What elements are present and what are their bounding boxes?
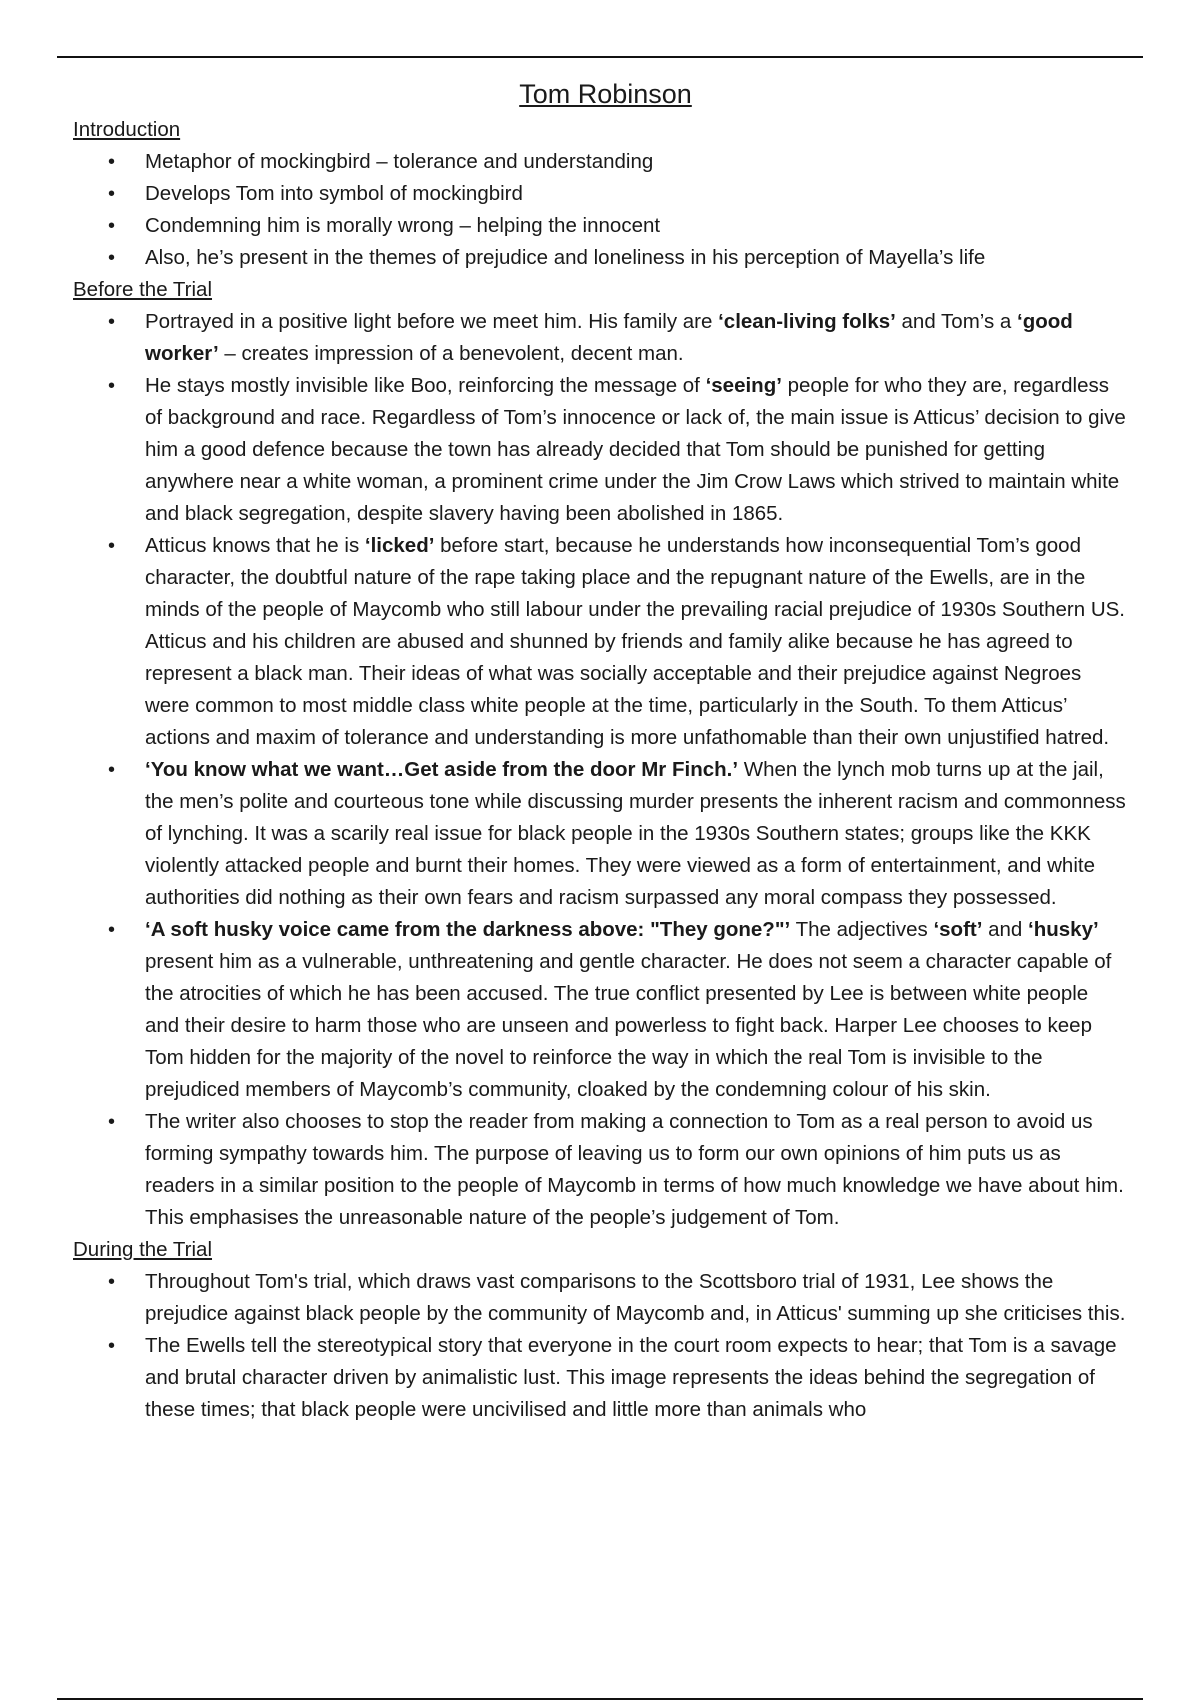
section-introduction: [73, 114, 1128, 274]
bullet-list: [73, 146, 1128, 274]
section-heading: Before the Trial: [73, 278, 213, 301]
list-item: • Develops Tom into symbol of mockingbird: [145, 178, 1128, 210]
list-item: • ‘You know what we want…Get aside from the door Mr Finch.’ When the lynch mob turns up at the jail, the men’s polite and courteous tone while discussing murder presents the inherent racism and commonness of lynching. It was a scarily real issue for black people in the 1930s Southern states; groups like the KKK violently attacked people and burnt their homes. They were viewed as a form of entertainment, and white authorities did nothing as their own fears and racism surpassed any moral compass they possessed.: [145, 754, 1128, 914]
list-item: • Also, he’s present in the themes of prejudice and loneliness in his perception of Mayella’s life: [145, 242, 1128, 274]
document-page: [73, 74, 1128, 1426]
section-heading: Introduction: [73, 118, 181, 141]
list-item: • He stays mostly invisible like Boo, reinforcing the message of ‘seeing’ people for who they are, regardless of background and race. Regardless of Tom’s innocence or lack of, the main issue is Atticus’ decision to give him a good defence because the town has already decided that Tom should be punished for getting anywhere near a white woman, a prominent crime under the Jim Crow Laws which strived to maintain white and black segregation, despite slavery having been abolished in 1865.: [145, 370, 1128, 530]
list-item: • Condemning him is morally wrong – helping the innocent: [145, 210, 1128, 242]
list-item: • Portrayed in a positive light before we meet him. His family are ‘clean-living folks’ and Tom’s a ‘good worker’ – creates impression of a benevolent, decent man.: [145, 306, 1128, 370]
section-before-the-trial: [73, 274, 1128, 1234]
bullet-list: [73, 1266, 1128, 1426]
list-item: • Atticus knows that he is ‘licked’ before start, because he understands how inconsequential Tom’s good character, the doubtful nature of the rape taking place and the repugnant nature of the Ewells, are in the minds of the people of Maycomb who still labour under the prevailing racial prejudice of 1930s Southern US. Atticus and his children are abused and shunned by friends and family alike because he has agreed to represent a black man. Their ideas of what was socially acceptable and their prejudice against Negroes were common to most middle class white people at the time, particularly in the South. To them Atticus’ actions and maxim of tolerance and understanding is more unfathomable than their own unjustified hatred.: [145, 530, 1128, 754]
list-item: • The writer also chooses to stop the reader from making a connection to Tom as a real person to avoid us forming sympathy towards him. The purpose of leaving us to form our own opinions of him puts us as readers in a similar position to the people of Maycomb in terms of how much knowledge we have about him. This emphasises the unreasonable nature of the people’s judgement of Tom.: [145, 1106, 1128, 1234]
section-heading: During the Trial: [73, 1238, 213, 1261]
list-item: • The Ewells tell the stereotypical story that everyone in the court room expects to hear; that Tom is a savage and brutal character driven by animalistic lust. This image represents the ideas behind the segregation of these times; that black people were uncivilised and little more than animals who: [145, 1330, 1128, 1426]
list-item: • ‘A soft husky voice came from the darkness above: "They gone?"’ The adjectives ‘soft’ and ‘husky’ present him as a vulnerable, unthreatening and gentle character. He does not seem a character capable of the atrocities of which he has been accused. The true conflict presented by Lee is between white people and their desire to harm those who are unseen and powerless to fight back. Harper Lee chooses to keep Tom hidden for the majority of the novel to reinforce the way in which the real Tom is invisible to the prejudiced members of Maycomb’s community, cloaked by the condemning colour of his skin.: [145, 914, 1128, 1106]
section-during-the-trial: [73, 1234, 1128, 1426]
list-item: • Metaphor of mockingbird – tolerance and understanding: [145, 146, 1128, 178]
page-title: Tom Robinson: [519, 79, 692, 109]
list-item: • Throughout Tom's trial, which draws vast comparisons to the Scottsboro trial of 1931, Lee shows the prejudice against black people by the community of Maycomb and, in Atticus' summing up she criticises this.: [145, 1266, 1128, 1330]
bullet-list: [73, 306, 1128, 1234]
top-border-line: [57, 56, 1143, 58]
